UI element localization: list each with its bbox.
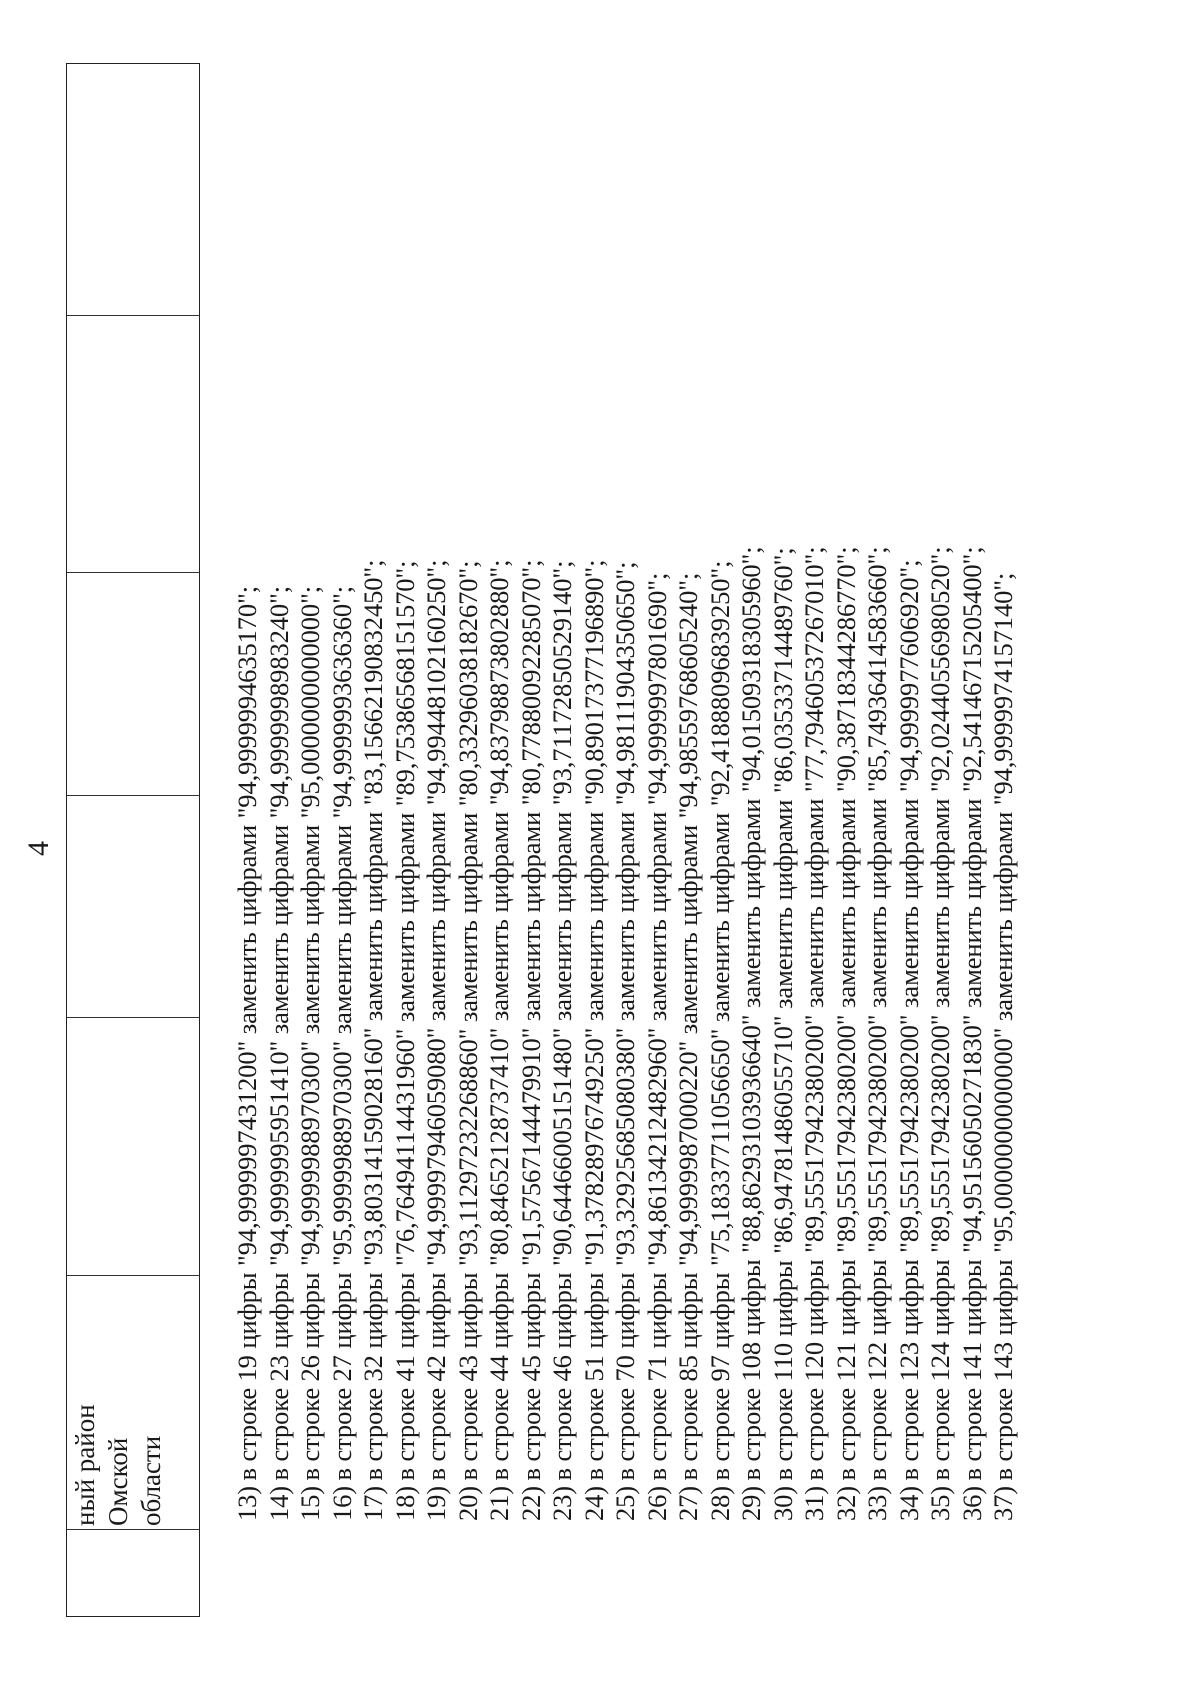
item-old-value: "94,9999988970300" [295, 1040, 325, 1267]
item-row-ref: в строке 123 цифры [893, 1259, 924, 1481]
item-number: 35) [925, 1485, 955, 1521]
list-item [988, 21, 1020, 1521]
item-old-value: "94,9999997431200" [232, 1040, 262, 1267]
item-old-value: "94,99997946059080" [421, 1027, 451, 1267]
item-new-value: "92,41888096839250"; [704, 560, 735, 807]
region-cell [69, 1276, 168, 1526]
item-old-value: "93,11297232268860" [452, 1028, 483, 1267]
item-old-value: "75,18337711056650" [704, 1028, 735, 1267]
item-old-value: "89,55517942380200" [862, 1014, 892, 1253]
item-number: 27) [673, 1485, 703, 1521]
item-verb: заменить цифрами [673, 824, 703, 1035]
list-item [390, 21, 422, 1521]
item-old-value: "76,76494114431960" [389, 1028, 420, 1267]
item-row-ref: в строке 122 цифры [862, 1259, 892, 1481]
item-old-value: "89,55517942380200" [799, 1014, 829, 1253]
item-new-value: "94,99448102160250"; [421, 559, 451, 806]
region-line: ный район [70, 1404, 100, 1526]
list-item [642, 21, 674, 1521]
table-column-divider [67, 1529, 199, 1530]
item-row-ref: в строке 32 цифры [358, 1272, 388, 1481]
item-new-value: "94,9999974157140"; [988, 572, 1018, 806]
item-row-ref: в строке 19 цифры [232, 1272, 262, 1481]
list-item [957, 21, 989, 1521]
item-old-value: "80,84652128737410" [484, 1027, 514, 1267]
item-number: 37) [988, 1485, 1018, 1521]
item-row-ref: в строке 43 цифры [452, 1272, 483, 1481]
item-old-value: "91,37828976749250" [578, 1027, 609, 1267]
item-verb: заменить цифрами [925, 798, 955, 1008]
item-row-ref: в строке 141 цифры [956, 1259, 987, 1481]
item-new-value: "77,79460537267010"; [799, 546, 829, 793]
item-number: 25) [610, 1485, 640, 1521]
item-row-ref: в строке 70 цифры [610, 1272, 640, 1481]
item-row-ref: в строке 143 цифры [988, 1259, 1018, 1481]
item-row-ref: в строке 41 цифры [389, 1272, 420, 1481]
item-verb: заменить цифрами [830, 798, 861, 1008]
list-item [736, 21, 768, 1521]
item-new-value: "94,83798873802880"; [484, 559, 514, 806]
item-new-value: "83,15662190832450"; [358, 559, 388, 806]
item-old-value: "91,57567144479910" [515, 1027, 546, 1267]
item-row-ref: в строке 121 цифры [830, 1259, 861, 1481]
item-old-value: "88,86293103936640" [736, 1014, 766, 1253]
region-line: Омской [103, 1437, 133, 1526]
item-new-value: "94,9999994635170"; [232, 585, 262, 819]
item-new-value: "80,77880092285070"; [515, 559, 546, 806]
item-new-value: "89,75386568151570"; [389, 560, 420, 807]
list-item [327, 21, 359, 1521]
item-verb: заменить цифрами [736, 798, 766, 1008]
item-row-ref: в строке 124 цифры [925, 1259, 955, 1481]
list-item [925, 21, 957, 1521]
item-row-ref: в строке 120 цифры [799, 1259, 829, 1481]
item-row-ref: в строке 85 цифры [673, 1272, 703, 1481]
table-column-divider [67, 315, 199, 316]
table-column-divider [67, 1017, 199, 1018]
item-verb: заменить цифрами [610, 811, 640, 1022]
list-item [831, 21, 863, 1521]
list-item [610, 21, 642, 1521]
item-verb: заменить цифрами [893, 798, 924, 1008]
item-verb: заменить цифрами [263, 824, 294, 1035]
item-verb: заменить цифрами [515, 811, 546, 1022]
item-number: 21) [484, 1485, 514, 1521]
item-new-value: "94,01509318305960"; [736, 546, 766, 793]
item-verb: заменить цифрами [767, 799, 798, 1009]
item-new-value: "80,33296038182670"; [452, 560, 483, 807]
item-verb: заменить цифрами [988, 811, 1018, 1022]
item-number: 19) [421, 1485, 451, 1521]
item-new-value: "92,02440556980520"; [925, 546, 955, 793]
item-row-ref: в строке 23 цифры [263, 1272, 294, 1481]
item-verb: заменить цифрами [547, 811, 577, 1022]
item-number: 20) [452, 1485, 483, 1521]
list-item [295, 21, 327, 1521]
item-number: 32) [830, 1485, 861, 1521]
table-column-divider [67, 572, 199, 573]
item-old-value: "95,9999988970300" [326, 1040, 357, 1267]
item-number: 33) [862, 1485, 892, 1521]
item-new-value: "94,98111904350650"; [610, 561, 640, 806]
item-number: 16) [326, 1485, 357, 1521]
list-item [894, 21, 926, 1521]
list-item [484, 21, 516, 1521]
table-column-divider [67, 795, 199, 796]
item-number: 14) [263, 1485, 294, 1521]
item-number: 29) [736, 1485, 766, 1521]
item-old-value: "93,80314159028160" [358, 1027, 388, 1267]
list-item [232, 21, 264, 1521]
item-old-value: "94,9999995951410" [263, 1040, 294, 1267]
item-new-value: "90,89017377196890"; [578, 559, 609, 806]
list-item [579, 21, 611, 1521]
list-item [862, 21, 894, 1521]
table-fragment [66, 63, 200, 1617]
item-number: 34) [893, 1485, 924, 1521]
list-item [358, 21, 390, 1521]
item-row-ref: в строке 45 цифры [515, 1272, 546, 1481]
item-new-value: "94,98559768605240"; [673, 572, 703, 819]
item-old-value: "94,9999987000220" [673, 1040, 703, 1267]
item-verb: заменить цифрами [862, 798, 892, 1008]
item-number: 26) [641, 1485, 672, 1521]
item-number: 23) [547, 1485, 577, 1521]
item-old-value: "93,32925685080380" [610, 1027, 640, 1267]
list-item [705, 21, 737, 1521]
item-row-ref: в строке 97 цифры [704, 1272, 735, 1481]
item-row-ref: в строке 42 цифры [421, 1272, 451, 1481]
item-number: 18) [389, 1485, 420, 1521]
item-row-ref: в строке 26 цифры [295, 1272, 325, 1481]
item-number: 24) [578, 1485, 609, 1521]
item-verb: заменить цифрами [389, 812, 420, 1023]
item-verb: заменить цифрами [452, 812, 483, 1023]
item-number: 13) [232, 1485, 262, 1521]
item-old-value: "89,55517942380200" [830, 1014, 861, 1253]
list-item [264, 21, 296, 1521]
item-old-value: "90,64466005151480" [547, 1027, 577, 1267]
item-new-value: "94,9999997801690"; [641, 572, 672, 806]
item-number: 31) [799, 1485, 829, 1521]
item-verb: заменить цифрами [295, 824, 325, 1035]
item-new-value: "94,9999998983240"; [263, 585, 294, 819]
item-verb: заменить цифрами [704, 812, 735, 1023]
item-new-value: "90,38718344286770"; [830, 546, 861, 793]
item-old-value: "95,0000000000000" [988, 1027, 1018, 1253]
item-new-value: "95,0000000000000"; [295, 585, 325, 819]
item-verb: заменить цифрами [421, 811, 451, 1022]
item-new-value: "92,54146715205400"; [956, 546, 987, 793]
list-item [453, 21, 485, 1521]
item-row-ref: в строке 44 цифры [484, 1272, 514, 1481]
item-old-value: "89,55517942380200" [893, 1014, 924, 1253]
amendment-list [232, 21, 1020, 1521]
item-verb: заменить цифрами [956, 798, 987, 1008]
item-number: 15) [295, 1485, 325, 1521]
list-item [547, 21, 579, 1521]
list-item [421, 21, 453, 1521]
item-old-value: "94,86134212482960" [641, 1027, 672, 1267]
item-verb: заменить цифрами [578, 811, 609, 1022]
item-row-ref: в строке 71 цифры [641, 1272, 672, 1481]
item-verb: заменить цифрами [232, 824, 262, 1035]
item-new-value: "85,74936414583660"; [862, 546, 892, 793]
list-item [768, 21, 800, 1521]
item-old-value: "89,55517942380200" [925, 1014, 955, 1253]
item-number: 36) [956, 1485, 987, 1521]
list-item [516, 21, 548, 1521]
item-row-ref: в строке 51 цифры [578, 1272, 609, 1481]
item-old-value: "86,94781486055710" [767, 1015, 798, 1254]
item-verb: заменить цифрами [799, 798, 829, 1008]
item-verb: заменить цифрами [326, 824, 357, 1035]
item-row-ref: в строке 110 цифры [767, 1260, 798, 1481]
list-item [799, 21, 831, 1521]
item-row-ref: в строке 108 цифры [736, 1259, 766, 1481]
item-number: 30) [767, 1485, 798, 1521]
item-old-value: "94,95156050271830" [956, 1014, 987, 1253]
item-new-value: "94,9999977606920"; [893, 559, 924, 793]
item-number: 28) [704, 1485, 735, 1521]
item-new-value: "86,03533714489760"; [767, 547, 798, 794]
item-verb: заменить цифрами [484, 811, 514, 1022]
item-row-ref: в строке 46 цифры [547, 1272, 577, 1481]
item-number: 22) [515, 1485, 546, 1521]
list-item [673, 21, 705, 1521]
item-new-value: "93,71172850529140"; [547, 560, 577, 806]
item-row-ref: в строке 27 цифры [326, 1272, 357, 1481]
item-verb: заменить цифрами [358, 811, 388, 1022]
region-line: области [136, 1435, 166, 1526]
page-number: 4 [22, 841, 55, 856]
item-verb: заменить цифрами [641, 811, 672, 1022]
item-new-value: "94,9999993636360"; [326, 585, 357, 819]
item-number: 17) [358, 1485, 388, 1521]
